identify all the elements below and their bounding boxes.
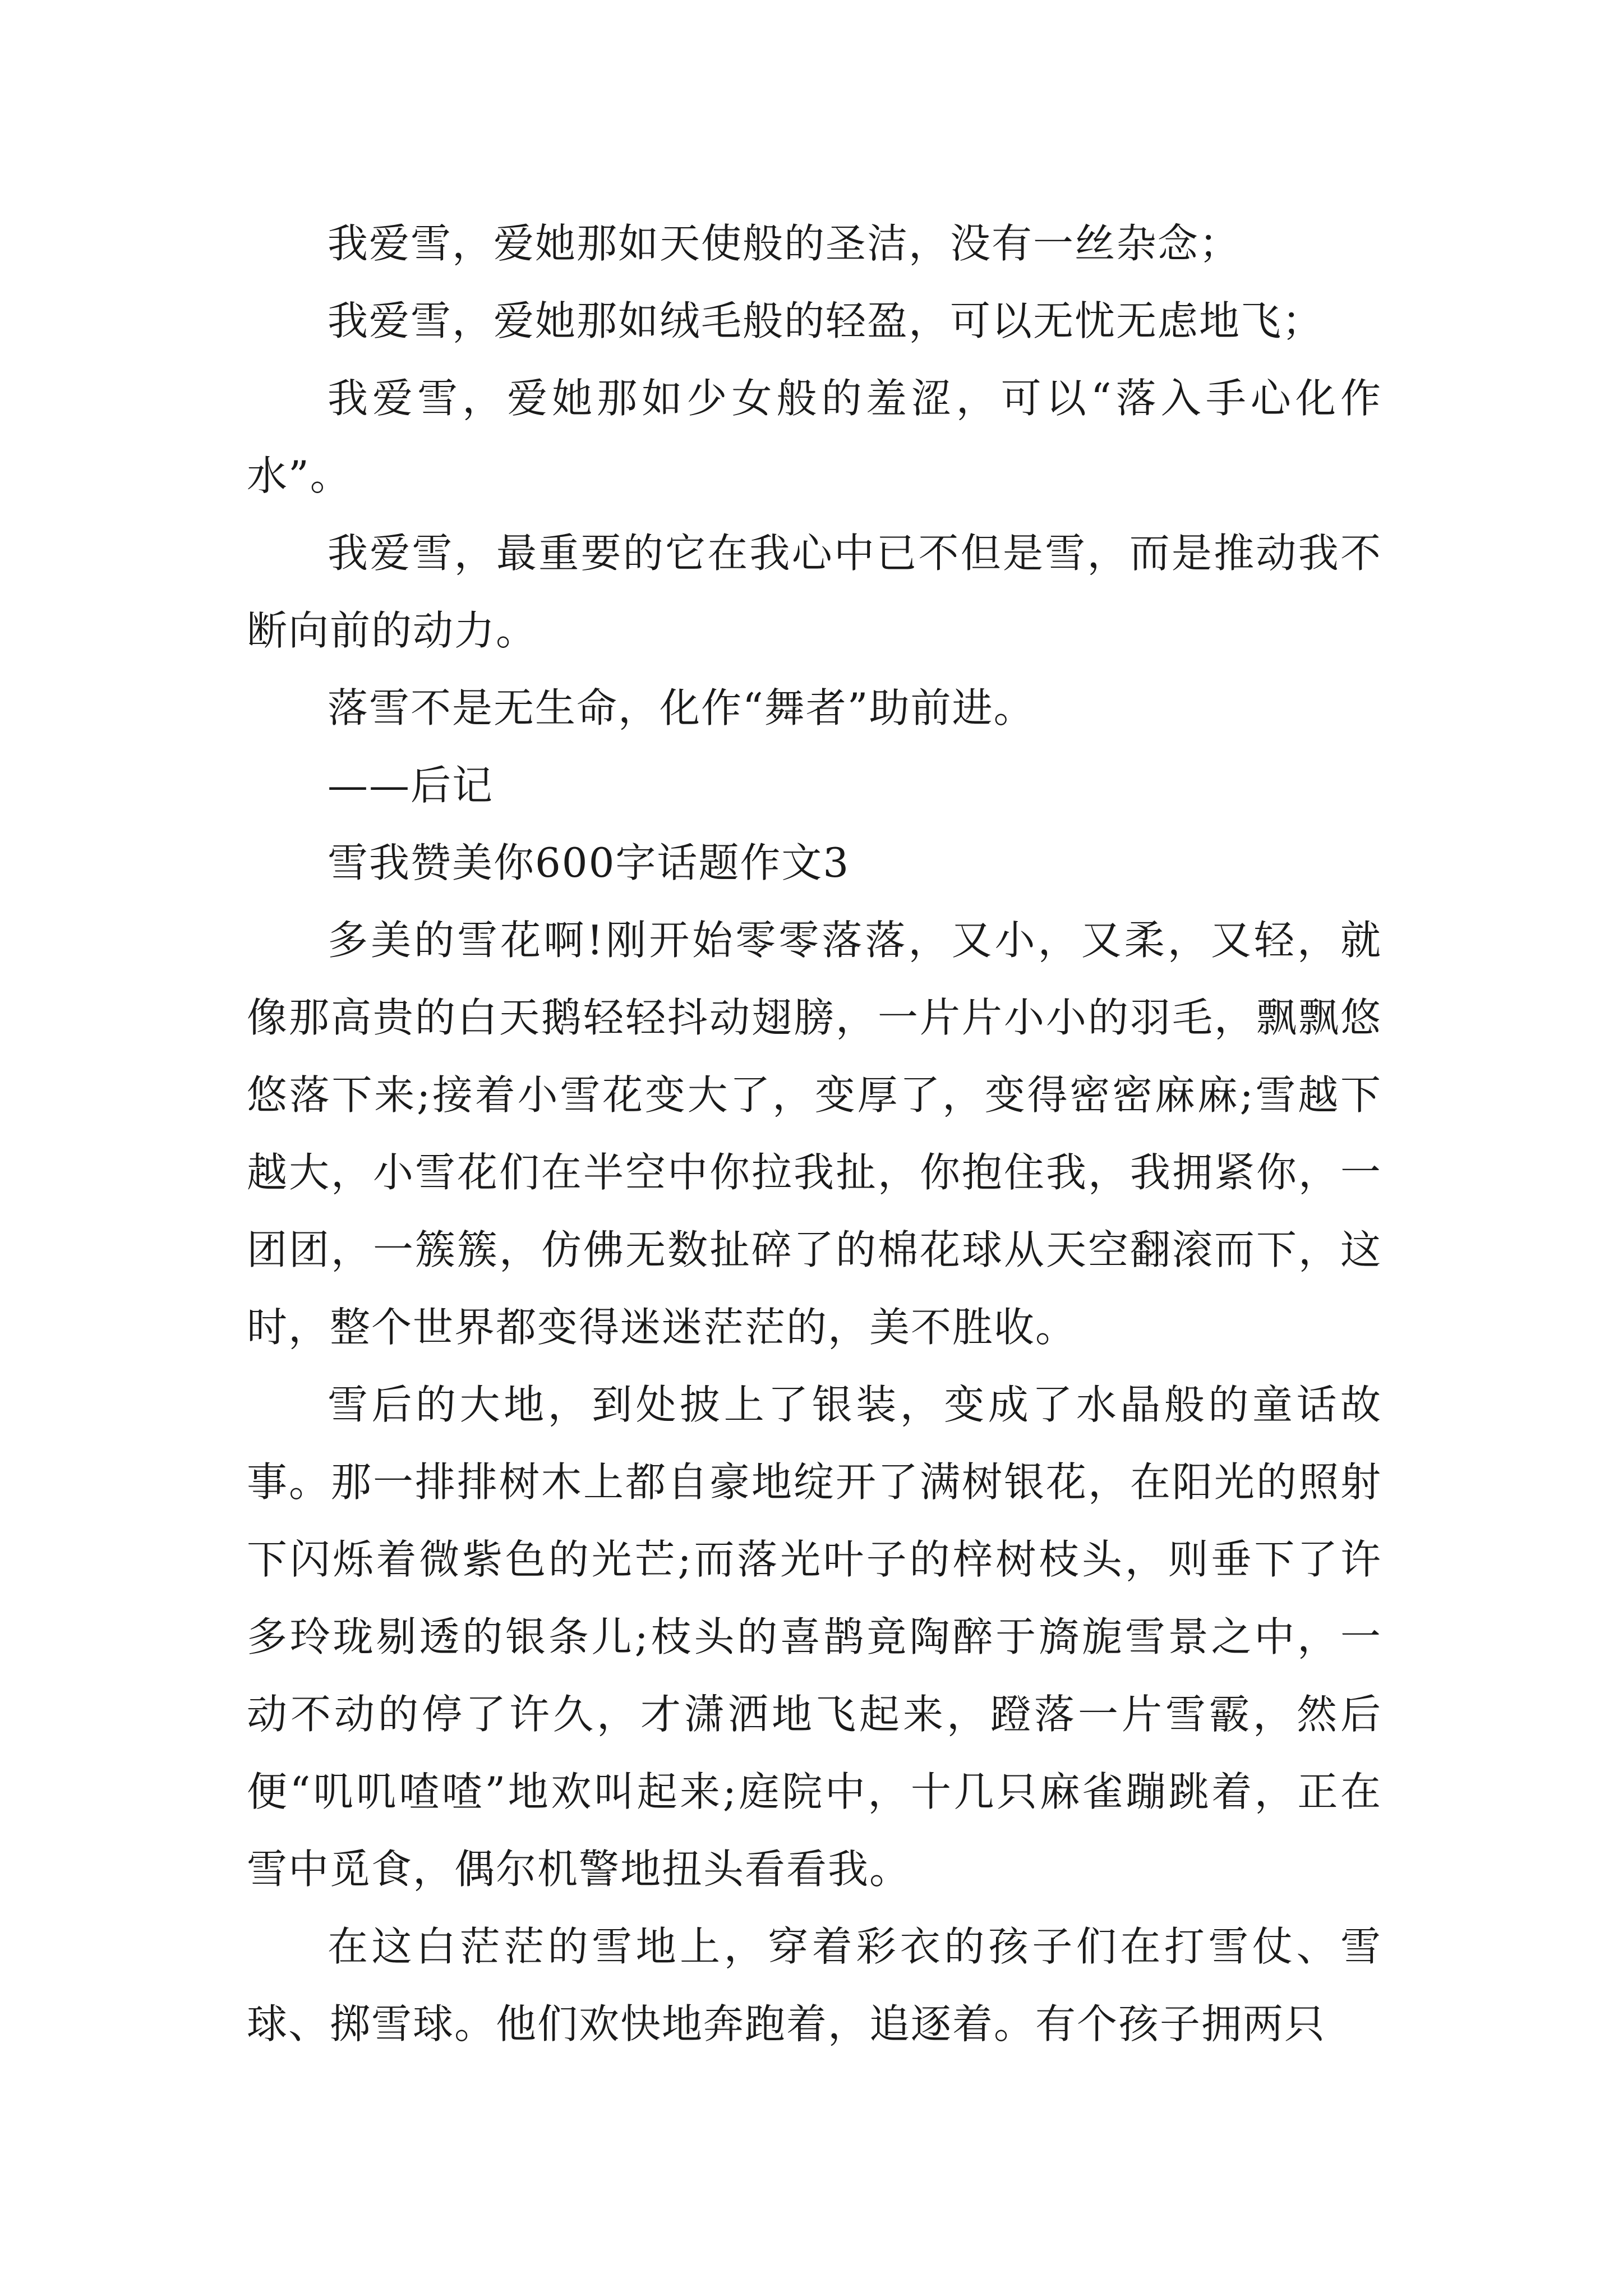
afterword-signature: ——后记 — [328, 762, 494, 809]
paragraph: 多美的雪花啊!刚开始零零落落，又小，又柔，又轻，就像那高贵的白天鹅轻轻抖动翅膀，一片片小小的羽毛，飘飘悠悠落下来;接着小雪花变大了，变厚了，变得密密麻麻;雪越下越大，小雪花们在半空中你拉我扯，你抱住我，我拥紧你，一团团，一簇簇，仿佛无数扯碎了的棉花球从天空翻滚而下，这时，整个世界都变得迷迷茫茫的，美不胜收。 — [247, 917, 1382, 1351]
paragraph: 我爱雪，爱她那如绒毛般的轻盈，可以无忧无虑地飞； — [328, 297, 1324, 344]
paragraph: 落雪不是无生命，化作“舞者”助前进。 — [328, 684, 1035, 731]
document-body — [247, 205, 1382, 2063]
paragraph: 我爱雪，爱她那如天使般的圣洁，没有一丝杂念； — [328, 220, 1241, 267]
paragraph: 在这白茫茫的雪地上，穿着彩衣的孩子们在打雪仗、雪球、掷雪球。他们欢快地奔跑着，追逐着。有个孩子拥两只 — [247, 1923, 1382, 2047]
paragraph: 雪后的大地，到处披上了银装，变成了水晶般的童话故事。那一排排树木上都自豪地绽开了满树银花，在阳光的照射下闪烁着微紫色的光芒;而落光叶子的梓树枝头，则垂下了许多玲珑剔透的银条儿;枝头的喜鹊竟陶醉于旖旎雪景之中，一动不动的停了许久，才潇洒地飞起来，蹬落一片雪霰，然后便“叽叽喳喳”地欢叫起来;庭院中，十几只麻雀蹦跳着，正在雪中觅食，偶尔机警地扭头看看我。 — [247, 1381, 1382, 1893]
paragraph: 我爱雪，爱她那如少女般的羞涩，可以“落入手心化作水”。 — [247, 375, 1382, 499]
essay-title: 雪我赞美你600字话题作文3 — [328, 839, 850, 886]
paragraph: 我爱雪，最重要的它在我心中已不但是雪，而是推动我不断向前的动力。 — [247, 530, 1382, 654]
